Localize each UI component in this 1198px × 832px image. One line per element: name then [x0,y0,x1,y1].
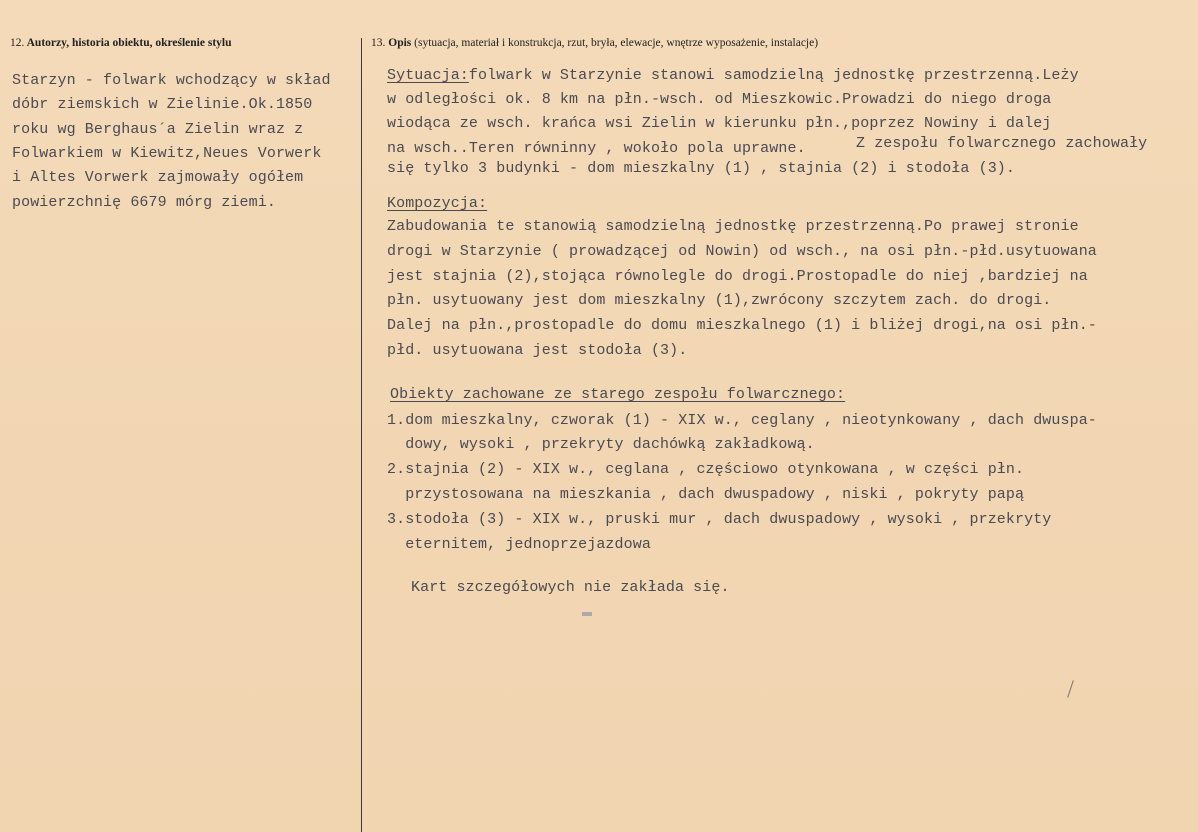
section-13-subtitle: (sytuacja, materiał i konstrukcja, rzut, bryła, elewacje, wnętrze wyposażenie, instalacje) [414,37,819,49]
history-line: Folwarkiem w Kiewitz,Neues Vorwerk [12,145,322,162]
obiekty-heading: Obiekty zachowane ze starego zespołu folwarcznego: [390,386,846,403]
sytuacja-heading: Sytuacja: [387,67,469,84]
sytuacja-line: Z zespołu folwarcznego zachowały [856,135,1148,152]
kompozycja-line: płn. usytuowany jest dom mieszkalny (1),zwrócony szczytem zach. do drogi. [387,292,1052,309]
obiekty-line: 1.dom mieszkalny, czworak (1) - XIX w., ceglany , nieotynkowany , dach dwuspa- [387,412,1097,429]
section-13-title: Opis [388,37,412,49]
history-line: Starzyn - folwark wchodzący w skład [12,72,331,89]
section-12-header [10,37,232,49]
kompozycja-line: jest stajnia (2),stojąca równolegle do drogi.Prostopadle do niej ,bardziej na [387,268,1088,285]
kompozycja-line: płd. usytuowana jest stodoła (3). [387,342,688,359]
kompozycja-line: Zabudowania te stanowią samodzielną jednostkę przestrzenną.Po prawej stronie [387,218,1079,235]
history-line: i Altes Vorwerk zajmowały ogółem [12,169,304,186]
history-line: dóbr ziemskich w Zielinie.Ok.1850 [12,96,313,113]
kompozycja-heading: Kompozycja: [387,195,488,212]
sytuacja-line: na wsch..Teren równinny , wokoło pola uprawne. [387,140,806,157]
section-12-number: 12. [10,37,25,49]
section-13-header [371,37,818,49]
closing-note: Kart szczegółowych nie zakłada się. [411,579,730,596]
section-12-title: Autorzy, historia obiektu, określenie stylu [26,37,232,49]
sytuacja-line: w odległości ok. 8 km na płn.-wsch. od Mieszkowic.Prowadzi do niego droga [387,91,1052,108]
pen-mark [582,612,592,616]
history-line: powierzchnię 6679 mórg ziemi. [12,194,276,211]
section-13-number: 13. [371,37,386,49]
sytuacja-line: wiodąca ze wsch. krańca wsi Zielin w kierunku płn.,poprzez Nowiny i dalej [387,115,1052,132]
column-divider [361,38,362,832]
obiekty-line: dowy, wysoki , przekryty dachówką zakładkową. [387,436,815,453]
kompozycja-line: Dalej na płn.,prostopadle do domu mieszkalnego (1) i bliżej drogi,na osi płn.- [387,317,1097,334]
pen-mark [1067,680,1074,697]
obiekty-line: eternitem, jednoprzejazdowa [387,536,651,553]
sytuacja-line-1: Sytuacja:folwark w Starzynie stanowi samodzielną jednostkę przestrzenną.Leży [387,67,1079,84]
sytuacja-line: się tylko 3 budynki - dom mieszkalny (1) , stajnia (2) i stodoła (3). [387,160,1016,177]
history-line: roku wg Berghaus´a Zielin wraz z [12,121,304,138]
kompozycja-line: drogi w Starzynie ( prowadzącej od Nowin) od wsch., na osi płn.-płd.usytuowana [387,243,1097,260]
obiekty-line: przystosowana na mieszkania , dach dwuspadowy , niski , pokryty papą [387,486,1025,503]
obiekty-line: 2.stajnia (2) - XIX w., ceglana , częściowo otynkowana , w części płn. [387,461,1025,478]
obiekty-line: 3.stodoła (3) - XIX w., pruski mur , dach dwuspadowy , wysoki , przekryty [387,511,1052,528]
